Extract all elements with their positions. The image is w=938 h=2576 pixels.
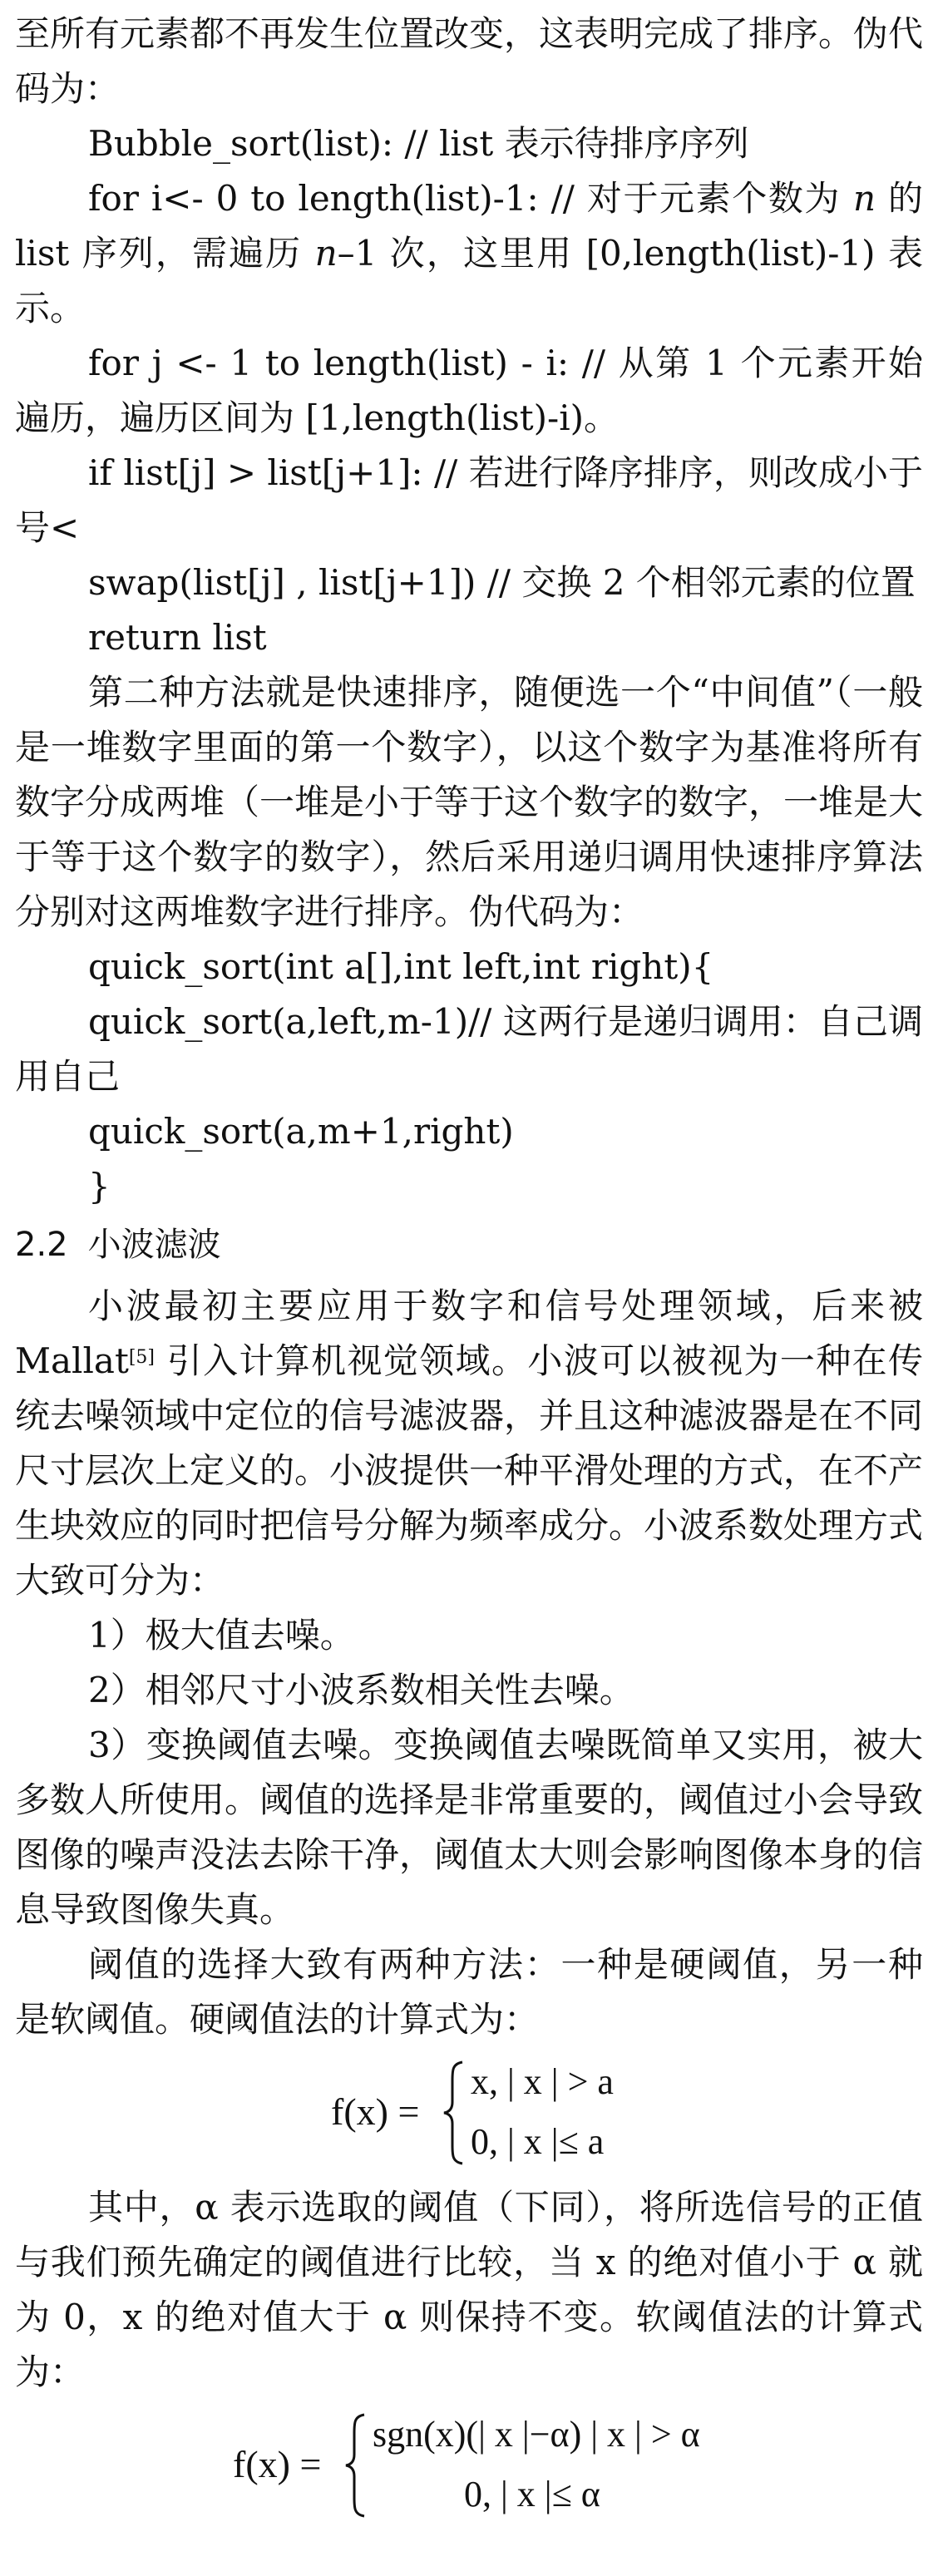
brace-icon bbox=[441, 2059, 466, 2167]
code-line-outer-loop bbox=[15, 171, 923, 336]
citation-ref: [5] bbox=[128, 1347, 155, 1368]
code-text: for i<- 0 to length(list)-1: // 对于元素个数为 bbox=[88, 178, 853, 219]
list-item-1: 1）极大值去噪。 bbox=[88, 1615, 355, 1656]
document-page bbox=[15, 7, 923, 2533]
formula-case-2: 0, | x |≤ a bbox=[471, 2121, 605, 2162]
paragraph-wavelet-intro bbox=[15, 1279, 923, 1608]
paragraph-threshold-methods: 阈值的选择大致有两种方法：一种是硬阈值，另一种是软阈值。硬阈值法的计算式为： bbox=[15, 1944, 923, 2040]
code-line-bubble-sort: Bubble_sort(list): // list 表示待排序序列 bbox=[88, 123, 749, 164]
section-title: 小波滤波 bbox=[87, 1226, 221, 1264]
brace-icon bbox=[343, 2411, 368, 2519]
formula-case-1: x, | x | > a bbox=[471, 2061, 614, 2102]
section-number: 2.2 bbox=[15, 1226, 68, 1264]
formula-case-2: 0, | x |≤ α bbox=[464, 2474, 600, 2514]
code-text: 的 list 序列，需遍历 bbox=[15, 178, 923, 274]
math-n: n bbox=[852, 178, 876, 219]
code-line-swap: swap(list[j] , list[j+1]) // 交换 2 个相邻元素的位置 bbox=[88, 562, 916, 603]
list-item-3: 3）变换阈值去噪。变换阈值去噪既简单又实用，被大多数人所使用。阈值的选择是非常重要的，阈值过小会导致图像的噪声没法去除干净，阈值太大则会影响图像本身的信息导致图像失真。 bbox=[15, 1725, 924, 1930]
section-heading bbox=[15, 1217, 923, 1272]
paragraph-threshold-explain: 其中，α 表示选取的阈值（下同），将所选信号的正值与我们预先确定的阈值进行比较，当 x 的绝对值小于 α 就为 0，x 的绝对值大于 α 则保持不变。软阈值法的计算式为： bbox=[15, 2187, 923, 2392]
code-line-quick-sort-def: quick_sort(int a[],int left,int right){ bbox=[88, 946, 714, 987]
math-n: n bbox=[314, 233, 338, 274]
code-line-recursive-right: quick_sort(a,m+1,right) bbox=[88, 1111, 514, 1152]
list-item-2: 2）相邻尺寸小波系数相关性去噪。 bbox=[88, 1670, 634, 1710]
paragraph-text: 引入计算机视觉领域。小波可以被视为一种在传统去噪领域中定位的信号滤波器，并且这种滤波器是在不同尺寸层次上定义的。小波提供一种平滑处理的方式，在不产生块效应的同时把信号分解为频率成分。小波系数处理方式大致可分为： bbox=[15, 1340, 924, 1601]
code-text: –1 次，这里用 [0,length(list)-1) 表示。 bbox=[15, 233, 923, 328]
paragraph-quick-sort: 第二种方法就是快速排序，随便选一个“中间值”（一般是一堆数字里面的第一个数字），以这个数字为基准将所有数字分成两堆（一堆是小于等于这个数字的数字，一堆是大于等于这个数字的数字），然后采用递归调用快速排序算法分别对这两堆数字进行排序。伪代码为： bbox=[15, 672, 924, 932]
formula-lhs: f(x) = bbox=[331, 2090, 420, 2133]
paragraph-text: 小波最初主要应用于数字和信号处理领域，后来被 Mallat bbox=[15, 1286, 923, 1381]
paragraph-bubble-intro: 至所有元素都不再发生位置改变，这表明完成了排序。伪代码为： bbox=[15, 13, 924, 109]
code-line-compare: if list[j] > list[j+1]: // 若进行降序排序，则改成小于号< bbox=[15, 452, 923, 548]
formula-lhs: f(x) = bbox=[233, 2443, 322, 2485]
formula-hard-threshold bbox=[15, 2055, 923, 2172]
code-line-return: return list bbox=[88, 617, 267, 658]
code-line-recursive-left: quick_sort(a,left,m-1)// 这两行是递归调用：自己调用自己 bbox=[15, 1001, 923, 1097]
code-line-inner-loop: for j <- 1 to length(list) - i: // 从第 1 个元素开始遍历，遍历区间为 [1,length(list)-i)。 bbox=[15, 343, 923, 438]
formula-case-1: sgn(x)(| x |−α) | x | > α bbox=[373, 2414, 700, 2455]
code-line-close-brace: } bbox=[88, 1166, 111, 1207]
formula-soft-threshold bbox=[15, 2408, 923, 2524]
